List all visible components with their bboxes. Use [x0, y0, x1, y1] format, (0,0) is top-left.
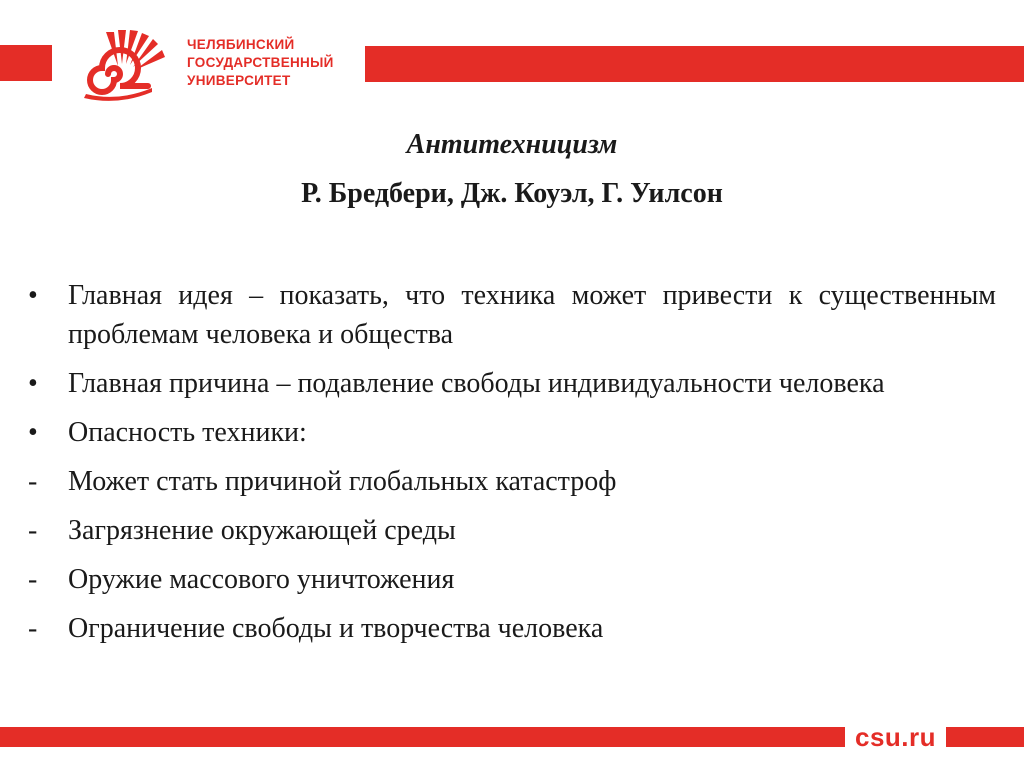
- bullet-marker: •: [28, 280, 38, 311]
- dash-marker: -: [28, 466, 38, 497]
- list-item-text: Ограничение свободы и творчества человека: [68, 613, 604, 644]
- list-item: [28, 560, 996, 599]
- dash-marker: -: [28, 613, 38, 644]
- content-list: [28, 276, 996, 658]
- list-item: [28, 609, 996, 648]
- slide-subtitle: Р. Бредбери, Дж. Коуэл, Г. Уилсон: [301, 178, 723, 209]
- list-item-text: Загрязнение окружающей среды: [68, 515, 456, 546]
- university-name-line: УНИВЕРСИТЕТ: [187, 73, 291, 88]
- footer-bar-right: [946, 727, 1024, 747]
- site-link[interactable]: csu.ru: [855, 722, 937, 752]
- list-item: [28, 462, 996, 501]
- university-name: [187, 36, 334, 90]
- header-bar-right: [365, 46, 1024, 82]
- header-bar-left: [0, 45, 52, 81]
- university-name-line: ЧЕЛЯБИНСКИЙ: [187, 37, 295, 52]
- bullet-marker: •: [28, 417, 38, 448]
- list-item-text: Опасность техники:: [68, 417, 307, 448]
- dash-marker: -: [28, 515, 38, 546]
- list-item: [28, 364, 996, 403]
- list-item-text: Главная идея – показать, что техника может привести к существенным проблемам человека и общества: [68, 280, 996, 350]
- dash-marker: -: [28, 564, 38, 595]
- list-item-text: Оружие массового уничтожения: [68, 564, 455, 595]
- footer-bar-left: [0, 727, 845, 747]
- university-name-line: ГОСУДАРСТВЕННЫЙ: [187, 55, 334, 70]
- list-item-text: Может стать причиной глобальных катастроф: [68, 466, 617, 497]
- list-item: [28, 511, 996, 550]
- list-item: [28, 276, 996, 354]
- list-item-text: Главная причина – подавление свободы индивидуальности человека: [68, 368, 885, 399]
- list-item: [28, 413, 996, 452]
- csu-spiral-logo-icon: [78, 30, 174, 102]
- slide-title: Антитехницизм: [406, 129, 618, 160]
- bullet-marker: •: [28, 368, 38, 399]
